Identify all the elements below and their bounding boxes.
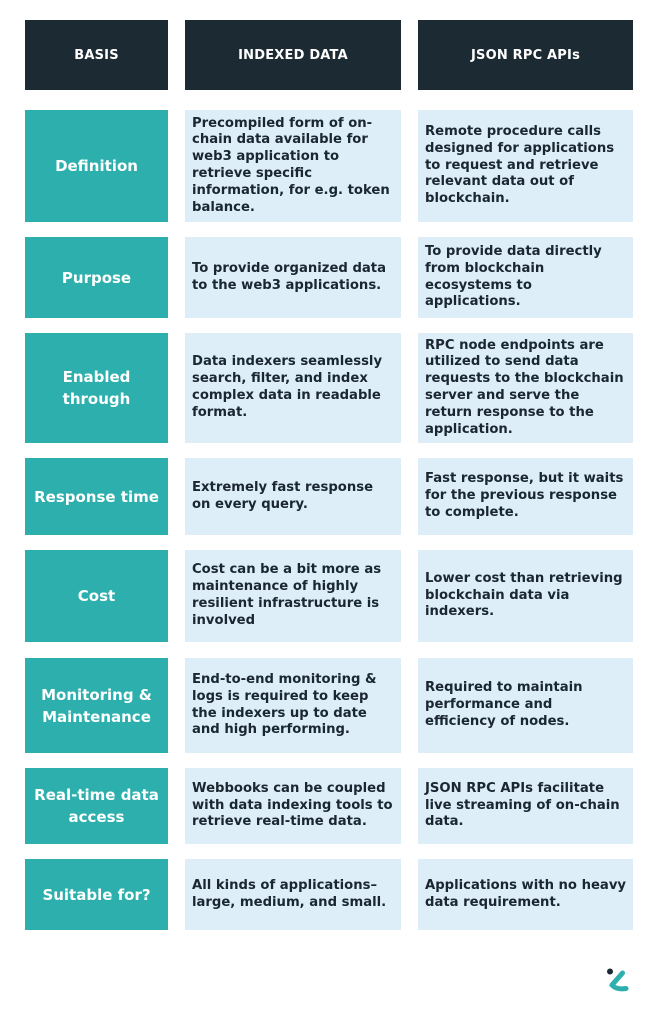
- indexed-purpose: To provide organized data to the web3 applications.: [185, 237, 401, 318]
- rpc-cost: Lower cost than retrieving blockchain data via indexers.: [418, 550, 633, 642]
- brand-logo-icon: [606, 968, 630, 992]
- indexed-definition: Precompiled form of on-chain data available for web3 application to retrieve specific information, for e.g. token balance.: [185, 110, 401, 222]
- rpc-enabled-through: RPC node endpoints are utilized to send data requests to the blockchain server and serve the return response to the application.: [418, 333, 633, 443]
- basis-suitable-for: Suitable for?: [25, 859, 168, 930]
- indexed-real-time-data-access: Webbooks can be coupled with data indexing tools to retrieve real-time data.: [185, 768, 401, 844]
- header-basis: BASIS: [25, 20, 168, 90]
- rpc-monitoring-maintenance: Required to maintain performance and efficiency of nodes.: [418, 658, 633, 753]
- rpc-purpose: To provide data directly from blockchain ecosystems to applications.: [418, 237, 633, 318]
- basis-definition: Definition: [25, 110, 168, 222]
- rpc-real-time-data-access: JSON RPC APIs facilitate live streaming of on-chain data.: [418, 768, 633, 844]
- header-indexed-data: INDEXED DATA: [185, 20, 401, 90]
- indexed-enabled-through: Data indexers seamlessly search, filter, and index complex data in readable format.: [185, 333, 401, 443]
- basis-cost: Cost: [25, 550, 168, 642]
- basis-real-time-data-access: Real-time data access: [25, 768, 168, 844]
- indexed-response-time: Extremely fast response on every query.: [185, 458, 401, 535]
- basis-monitoring-maintenance: Monitoring & Maintenance: [25, 658, 168, 753]
- indexed-suitable-for: All kinds of applications– large, medium, and small.: [185, 859, 401, 930]
- basis-enabled-through: Enabled through: [25, 333, 168, 443]
- basis-response-time: Response time: [25, 458, 168, 535]
- header-json-rpc-apis: JSON RPC APIs: [418, 20, 633, 90]
- basis-purpose: Purpose: [25, 237, 168, 318]
- indexed-monitoring-maintenance: End-to-end monitoring & logs is required to keep the indexers up to date and high performing.: [185, 658, 401, 753]
- indexed-cost: Cost can be a bit more as maintenance of highly resilient infrastructure is involved: [185, 550, 401, 642]
- rpc-response-time: Fast response, but it waits for the previous response to complete.: [418, 458, 633, 535]
- rpc-definition: Remote procedure calls designed for applications to request and retrieve relevant data out of blockchain.: [418, 110, 633, 222]
- rpc-suitable-for: Applications with no heavy data requirement.: [418, 859, 633, 930]
